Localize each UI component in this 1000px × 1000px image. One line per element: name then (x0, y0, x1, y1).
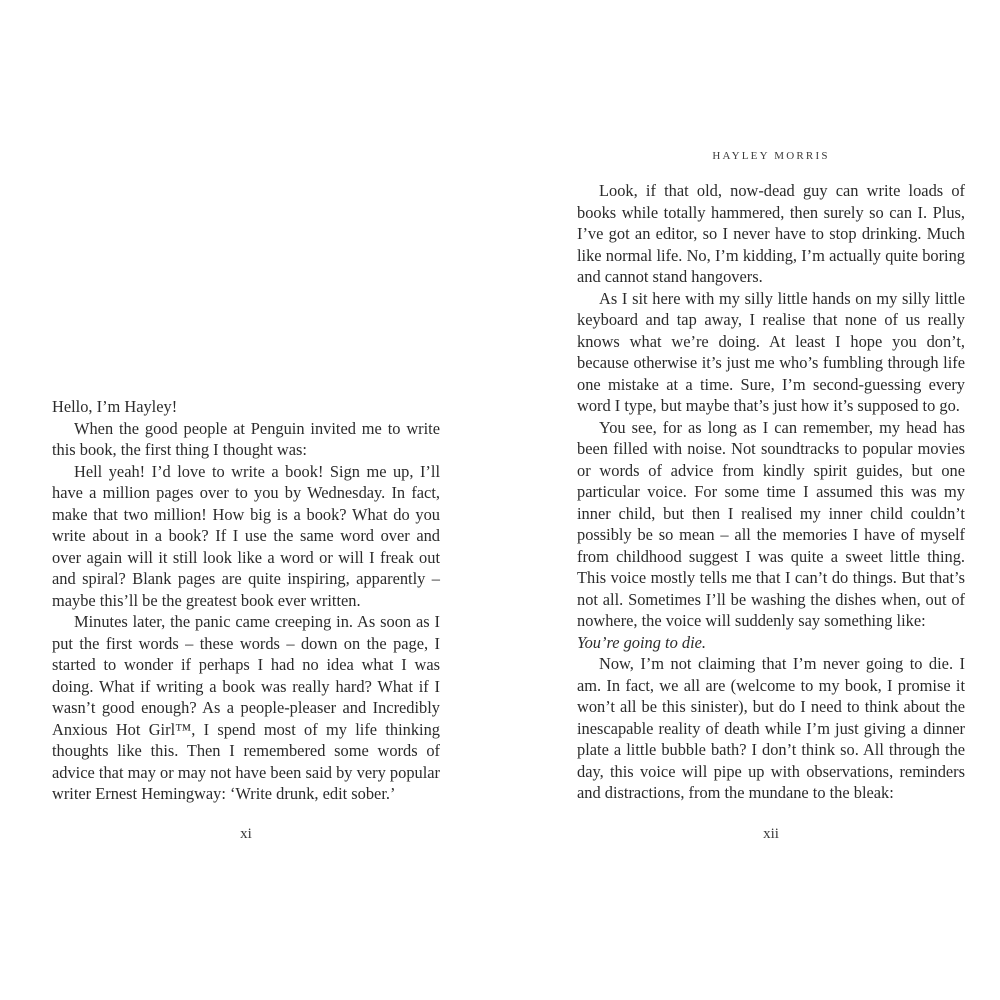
paragraph: Look, if that old, now-dead guy can write loads of books while totally hammered, then surely so can I. Plus, I’ve got an editor, so I never have to stop drinking. Much like normal life. No, I’m kidding, I’m actually quite boring and cannot stand hangovers. (577, 181, 965, 286)
italic-quote: You’re going to die. (577, 632, 707, 652)
paragraph: Hello, I’m Hayley! (52, 397, 178, 416)
running-head: HAYLEY MORRIS (712, 150, 830, 162)
paragraph: Hell yeah! I’d love to write a book! Sign me up, I’ll have a million pages over to you by Wednesday. In fact, make that two million! How big is a book? What do you write about in a book? If I use the same word over and over again will it still look like a word or will I freak out and spiral? Blank pages are quite inspiring, apparently – maybe this’ll be the greatest book ever written. (52, 461, 440, 610)
right-page (577, 0, 965, 1000)
paragraph: You see, for as long as I can remember, my head has been filled with noise. Not soundtracks to popular movies or words of advice from kindly spirit guides, but one particular voice. For some time I assumed this was my inner child, but then I realised my inner child couldn’t possibly be so mean – all the memories I have of myself from childhood suggest I was quite a sweet little thing. This voice mostly tells me that I can’t do things. But that’s not all. Sometimes I’ll be washing the dishes when, out of nowhere, the voice will suddenly say something like: (577, 417, 965, 630)
left-page-body (52, 396, 440, 805)
paragraph: Minutes later, the panic came creeping in. As soon as I put the first words – these words – down on the page, I started to wonder if perhaps I had no idea what I was doing. What if writing a book was really hard? What if I wasn’t good enough? As a people-pleaser and Incredibly Anxious Hot Girl™, I spend most of my life thinking thoughts like this. Then I remembered some words of advice that may or may not have been said by very popular writer Ernest Hemingway: ‘Write drunk, edit sober.’ (52, 612, 440, 803)
paragraph: Now, I’m not claiming that I’m never going to die. I am. In fact, we all are (welcome to my book, I promise it won’t all be this sinister), but do I need to think about the inescapable reality of death while I’m just giving a dinner plate a little bubble bath? I don’t think so. All through the day, this voice will pipe up with observations, reminders and distractions, from the mundane to the bleak: (577, 654, 965, 802)
paragraph: When the good people at Penguin invited me to write this book, the first thing I thought was: (52, 418, 440, 459)
page-number: xii (763, 826, 779, 842)
right-page-body (577, 180, 965, 804)
page-number: xi (240, 826, 252, 842)
left-page (52, 0, 440, 1000)
paragraph: As I sit here with my silly little hands on my silly little keyboard and tap away, I realise that none of us really knows what we’re doing. At least I hope you don’t, because otherwise it’s just me who’s fumbling through life one mistake at a time. Sure, I’m second-guessing every word I type, but maybe that’s just how it’s supposed to go. (577, 288, 965, 415)
